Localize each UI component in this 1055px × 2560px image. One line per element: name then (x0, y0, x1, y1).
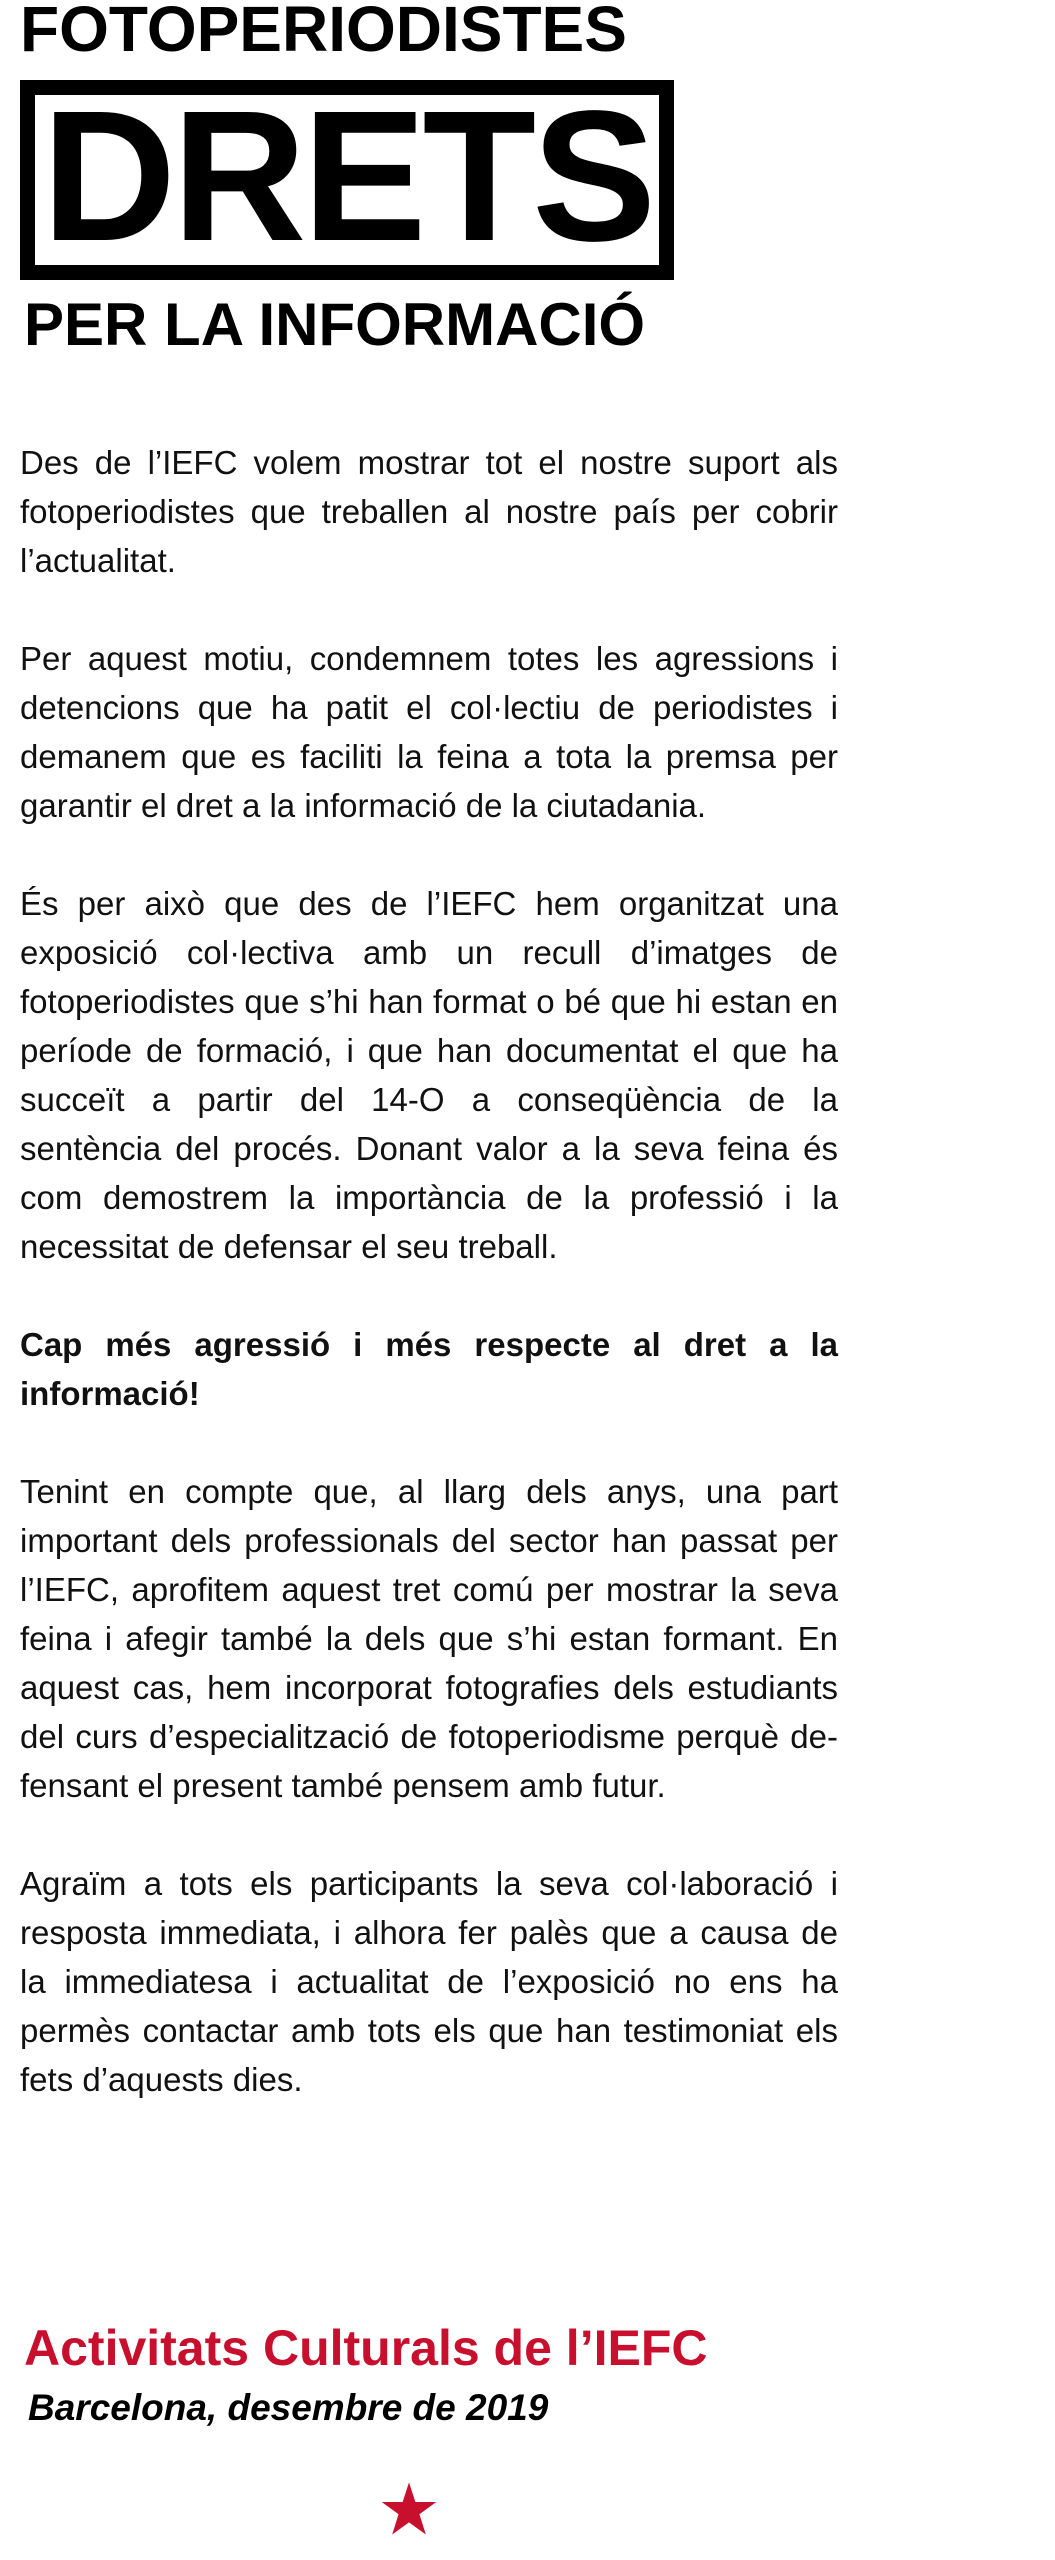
paragraph-thanks: Agraïm a tots els participants la seva col·laboració i resposta immediata, i alhora fer palès que a causa de la immediatesa i actualitat de l’exposició no ens ha permès contactar amb tots els que han testimoniat els fets d’aquests dies. (20, 1865, 838, 2098)
main-title: DRETS (41, 73, 653, 280)
title-frame (20, 73, 674, 280)
paragraph-exhibition: És per això que des de l’IEFC hem organitzat una exposició col·lectiva amb un recull d’imatges de fotoperiodistes que s’hi han format o bé que hi estan en període de formació, i que han documentat el que ha succeït a partir del 14-O a conseqüència de la sentència del procés. Donant valor a la seva feina és com demostrem la importància de la professió i la necessitat de defensar el seu treball. (20, 885, 838, 1265)
paragraph-slogan: Cap més agressió i més respecte al dret a la informació! (20, 1326, 838, 1412)
statement-body (20, 438, 838, 2153)
dateline: Barcelona, desembre de 2019 (28, 2387, 549, 2428)
kicker-heading: FOTOPERIODISTES (20, 0, 627, 65)
paragraph-students: Tenint en compte que, al llarg dels anys, una part important dels professionals del sector han passat per l’IEFC, aprofitem aquest tret comú per mostrar la seva feina i afegir també la dels que s’hi estan formant. En aquest cas, hem incorporat fotografies dels estudiants del curs d’especialització de fotoperiodisme perquè defensant el present també pensem amb futur. (20, 1473, 838, 1804)
paragraph-condemnation: Per aquest motiu, condemnem totes les agressions i detencions que ha patit el col·lectiu de periodistes i demanem que es faciliti la feina a tota la premsa per garantir el dret a la informació de la ciutadania. (20, 640, 838, 824)
signature: Activitats Culturals de l’IEFC (24, 2320, 708, 2376)
star-icon (380, 2480, 438, 2538)
subtitle-heading: PER LA INFORMACIÓ (24, 291, 646, 358)
paragraph-support: Des de l’IEFC volem mostrar tot el nostre suport als fotoperiodistes que treballen al nostre país per cobrir l’actualitat. (20, 444, 838, 579)
